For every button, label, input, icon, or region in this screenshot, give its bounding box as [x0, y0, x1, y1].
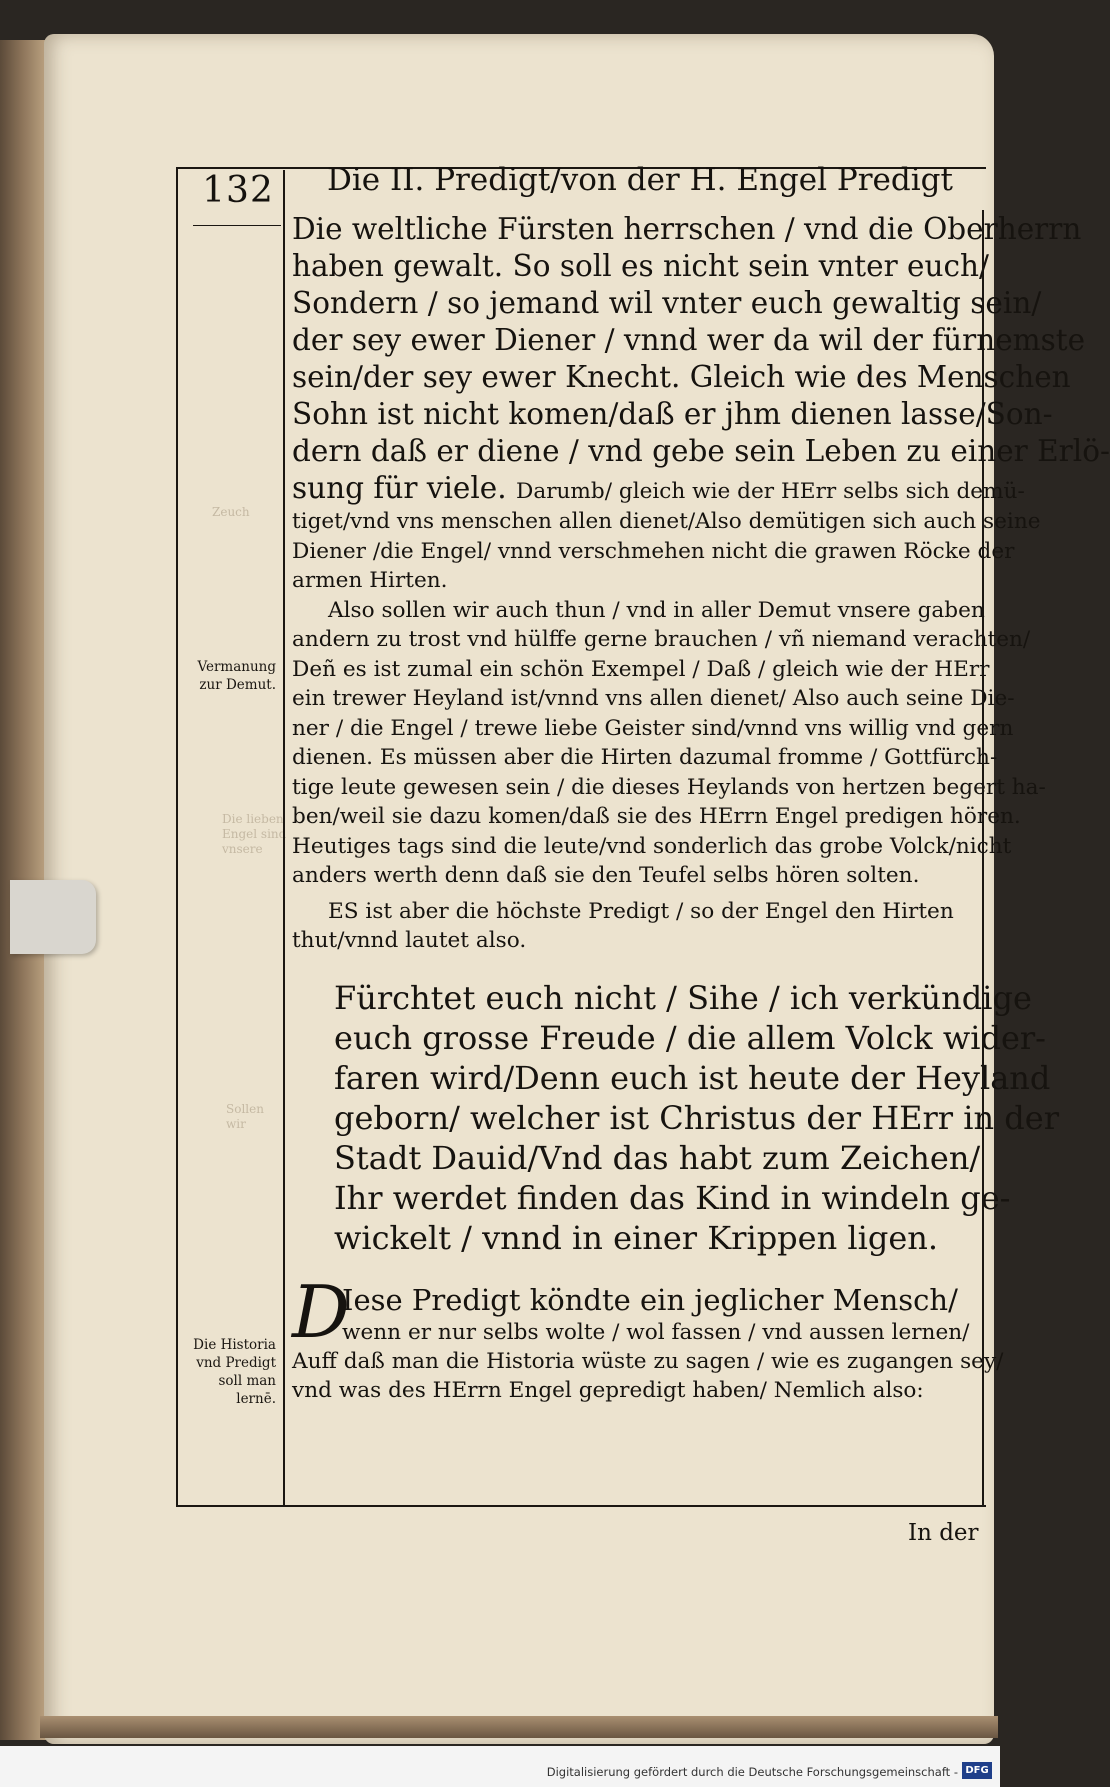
text-line: tige leute gewesen sein / die dieses Heylands von hertzen begert ha-	[292, 774, 1046, 800]
margin-note-line: zur Demut.	[199, 677, 276, 693]
text-span: sung für viele.	[292, 471, 507, 505]
text-line: der sey ewer Diener / vnnd wer da wil der fürnemste	[292, 323, 1086, 357]
paragraph-1	[292, 211, 1110, 596]
quote-line: Fürchtet euch nicht / Sihe / ich verkündige	[334, 978, 1032, 1017]
quote-line: faren wird/Denn euch ist heute der Heyland	[334, 1058, 1051, 1097]
dfg-logo: DFG	[962, 1762, 992, 1779]
margin-note-historia	[176, 1336, 276, 1408]
quote-line: Stadt Dauid/Vnd das habt zum Zeichen/	[334, 1138, 981, 1177]
text-line: tiget/vnd vns menschen allen dienet/Also demütigen sich auch seine	[292, 509, 1041, 534]
drop-cap: D	[292, 1269, 350, 1354]
text-line: wenn er nur selbs wolte / wol fassen / vnd aussen lernen/	[342, 1319, 970, 1345]
text-line: Auff daß man die Historia wüste zu sagen / wie es zugangen sey/	[292, 1348, 1004, 1374]
text-line: thut/vnnd lautet also.	[292, 928, 527, 953]
running-head: Die II. Predigt/von der H. Engel Predigt	[327, 162, 953, 198]
paragraph-2	[292, 596, 1046, 891]
text-line	[292, 470, 1025, 507]
text-line: Sondern / so jemand wil vnter euch gewaltig sein/	[292, 286, 1042, 320]
text-line: anders werth denn daß sie den Teufel selbs hören solten.	[292, 863, 920, 888]
paragraph-3	[292, 897, 987, 956]
frame-left-rule	[176, 167, 178, 1505]
main-text-column	[292, 211, 1110, 1405]
page-number-rule	[193, 225, 281, 226]
catchword: In der	[908, 1520, 979, 1546]
text-line: vnd was des HErrn Engel gepredigt haben/ Nemlich also:	[292, 1377, 924, 1403]
text-line: ein trewer Heyland ist/vnnd vns allen dienet/ Also auch seine Die-	[292, 686, 1015, 711]
text-line: ben/weil sie dazu komen/daß sie des HErrn Engel predigen hören.	[292, 804, 1021, 829]
text-line: andern zu trost vnd hülffe gerne brauchen / vñ niemand verachten/	[292, 627, 1031, 652]
text-span: Iese Predigt köndte ein jeglicher Mensch/	[342, 1282, 958, 1317]
paragraph-4	[292, 1269, 1004, 1405]
text-line: ES ist aber die höchste Predigt / so der Engel den Hirten	[328, 898, 954, 924]
margin-note-line: soll man lernē.	[218, 1373, 276, 1407]
quote-line: Ihr werdet finden das Kind in windeln ge-	[334, 1178, 1011, 1217]
margin-note-demut	[176, 658, 276, 694]
text-line: sein/der sey ewer Knecht. Gleich wie des Menschen	[292, 360, 1071, 394]
text-line: Also sollen wir auch thun / vnd in aller Demut vnsere gaben	[328, 597, 985, 623]
text-line: armen Hirten.	[292, 568, 448, 593]
bleed-through-mark: Die lieben Engel sind vnsere	[222, 812, 287, 856]
quote-line: euch grosse Freude / die allem Volck wider-	[334, 1018, 1046, 1057]
scripture-quote	[292, 978, 1059, 1258]
quote-line: wickelt / vnnd in einer Krippen ligen.	[334, 1218, 939, 1257]
digitization-credit: Digitalisierung gefördert durch die Deutsche Forschungsgemeinschaft -	[546, 1765, 958, 1779]
page-bottom-edge	[40, 1716, 998, 1738]
page-number: 132	[202, 170, 274, 211]
text-line: Sohn ist nicht komen/daß er jhm dienen lasse/Son-	[292, 397, 1053, 431]
bleed-through-mark: Zeuch	[212, 505, 250, 519]
margin-divider-rule	[283, 170, 285, 1505]
margin-note-line: Vermanung	[197, 659, 276, 675]
text-span: Darumb/ gleich wie der HErr selbs sich demü-	[516, 479, 1025, 504]
margin-note-line: vnd Predigt	[196, 1355, 276, 1371]
quote-line: geborn/ welcher ist Christus der HErr in der	[334, 1098, 1059, 1137]
text-line: Deñ es ist zumal ein schön Exempel / Daß / gleich wie der HErr	[292, 656, 990, 682]
text-line: dern daß er diene / vnd gebe sein Leben zu einer Erlö-	[292, 434, 1110, 468]
margin-note-line: Die Historia	[193, 1337, 276, 1353]
bleed-through-mark: Sollen wir	[226, 1102, 264, 1131]
frame-bottom-rule	[176, 1505, 986, 1507]
text-line: Diener /die Engel/ vnnd verschmehen nicht die grawen Röcke der	[292, 538, 1015, 564]
text-line: Heutiges tags sind die leute/vnd sonderlich das grobe Volck/nicht	[292, 833, 1012, 859]
text-line: Die weltliche Fürsten herrschen / vnd die Oberherrn	[292, 212, 1082, 246]
text-line: haben gewalt. So soll es nicht sein vnter euch/	[292, 249, 989, 283]
text-line: ner / die Engel / trewe liebe Geister sind/vnnd vns willig vnd gern	[292, 715, 1014, 741]
bookmark-ribbon	[10, 880, 96, 954]
text-line: dienen. Es müssen aber die Hirten dazumal fromme / Gottfürch-	[292, 745, 998, 770]
